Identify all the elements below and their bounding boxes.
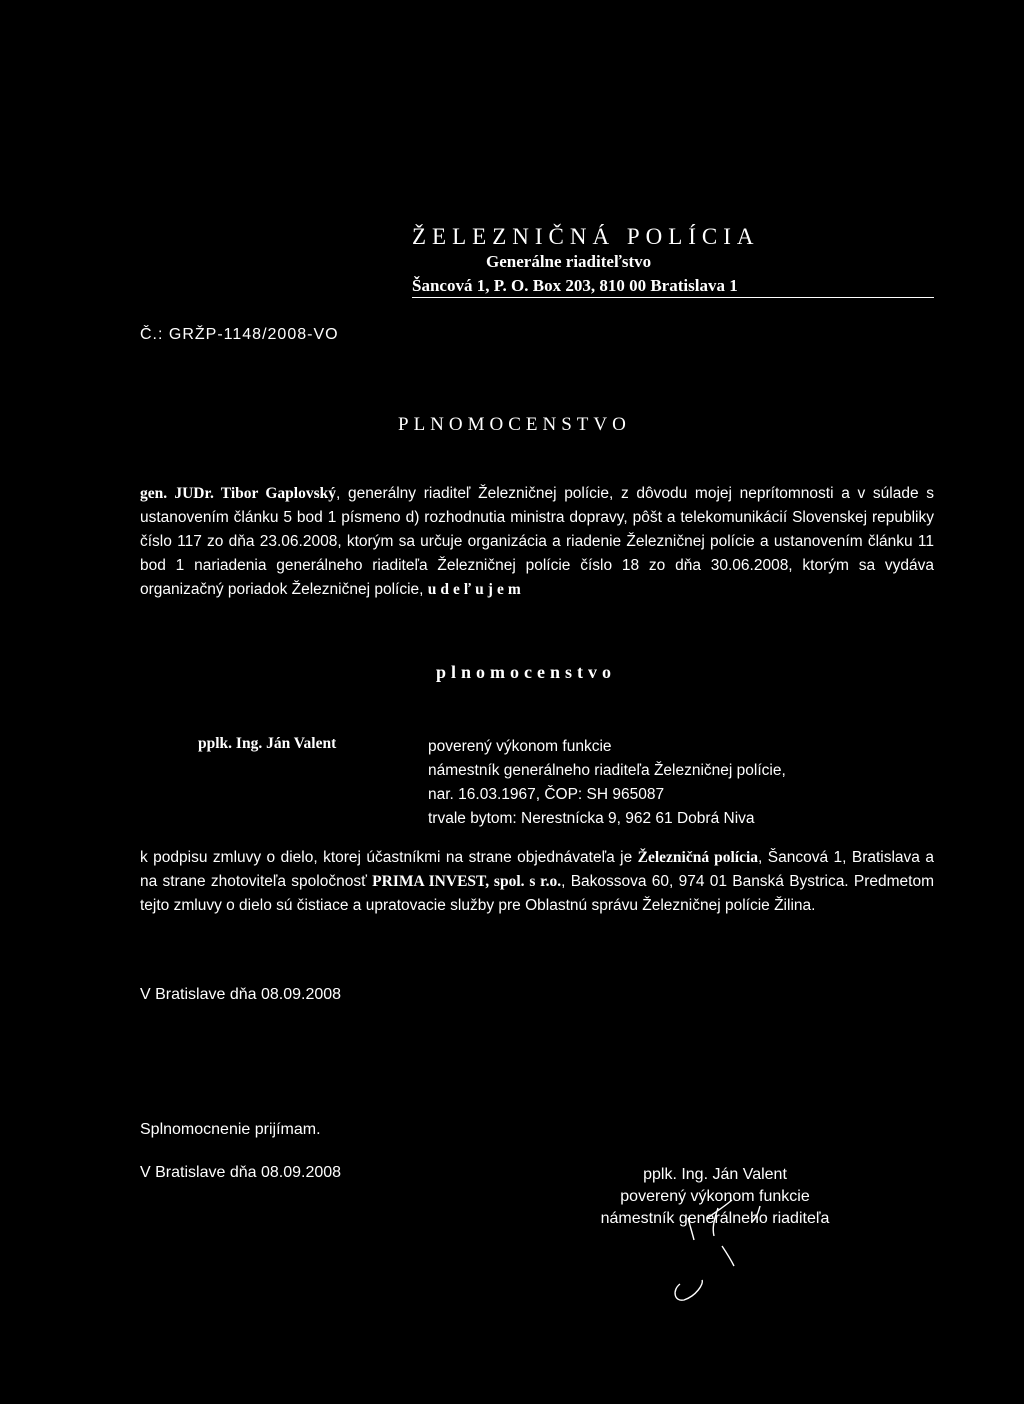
header-divider [412, 297, 934, 298]
authorized-person-details [428, 735, 786, 831]
acceptance-place-date: V Bratislave dňa 08.09.2008 [140, 1164, 342, 1181]
grant-verb: udeľujem [427, 581, 525, 598]
organization-address: Šancová 1, P. O. Box 203, 810 00 Bratislava 1 [412, 276, 738, 295]
client-name: Železničná polícia [637, 849, 759, 866]
contractor-name: PRIMA INVEST, spol. s r.o. [372, 873, 562, 890]
place-and-date: V Bratislave dňa 08.09.2008 [140, 986, 342, 1003]
signer-position: námestník generálneho riaditeľa [600, 1210, 830, 1227]
purpose-text-3: , Bakossova 60, 974 01 Banská Bystrica. Predmetom tejto zmluvy o dielo sú čistiace a upratovacie služby pre Oblastnú správu Železničnej polície Žilina. [140, 873, 934, 914]
purpose-text-1: k podpisu zmluvy o dielo, ktorej účastníkmi na strane objednávateľa je [140, 849, 638, 866]
organization-name: ŽELEZNIČNÁ POLÍCIA [412, 224, 760, 249]
intro-paragraph [140, 482, 934, 602]
authorized-birth-id: nar. 16.03.1967, ČOP: SH 965087 [428, 786, 665, 803]
signer-role: poverený výkonom funkcie [620, 1188, 810, 1205]
document-title: PLNOMOCENSTVO [398, 414, 631, 435]
handwritten-signature [600, 1196, 800, 1306]
authorized-person-name: pplk. Ing. Ján Valent [198, 735, 337, 752]
document-subtitle: plnomocenstvo [436, 662, 617, 682]
grantor-name: gen. JUDr. Tibor Gaplovský [140, 485, 336, 502]
intro-text: , generálny riaditeľ Železničnej polície, z dôvodu mojej neprítomnosti a v súlade s ustanovením článku 5 bod 1 písmeno d) rozhodnutia ministra dopravy, pôšt a telekomunikácií Slovenskej republiky číslo 117 zo dňa 23.06.2008, ktorým sa určuje organizácia a riadenie Železničnej polície a ustanovením článku 11 bod 1 nariadenia generálneho riaditeľa Železničnej polície číslo 18 zo dňa 30.06.2008, ktorým sa vydáva organizačný poriadok Železničnej polície, [140, 485, 934, 598]
purpose-paragraph [140, 846, 934, 918]
department-name: Generálne riaditeľstvo [486, 252, 652, 271]
acceptance-statement: Splnomocnenie prijímam. [140, 1121, 321, 1138]
signer-name: pplk. Ing. Ján Valent [643, 1166, 787, 1183]
authorized-residence: trvale bytom: Nerestnícka 9, 962 61 Dobrá Niva [428, 810, 755, 827]
reference-number: Č.: GRŽP-1148/2008-VO [140, 326, 339, 343]
purpose-text-2: , Šancová 1, Bratislava a na strane zhotoviteľa spoločnosť [140, 849, 934, 890]
authorized-position: námestník generálneho riaditeľa Železničnej polície, [428, 762, 786, 779]
authorized-role: poverený výkonom funkcie [428, 738, 612, 755]
